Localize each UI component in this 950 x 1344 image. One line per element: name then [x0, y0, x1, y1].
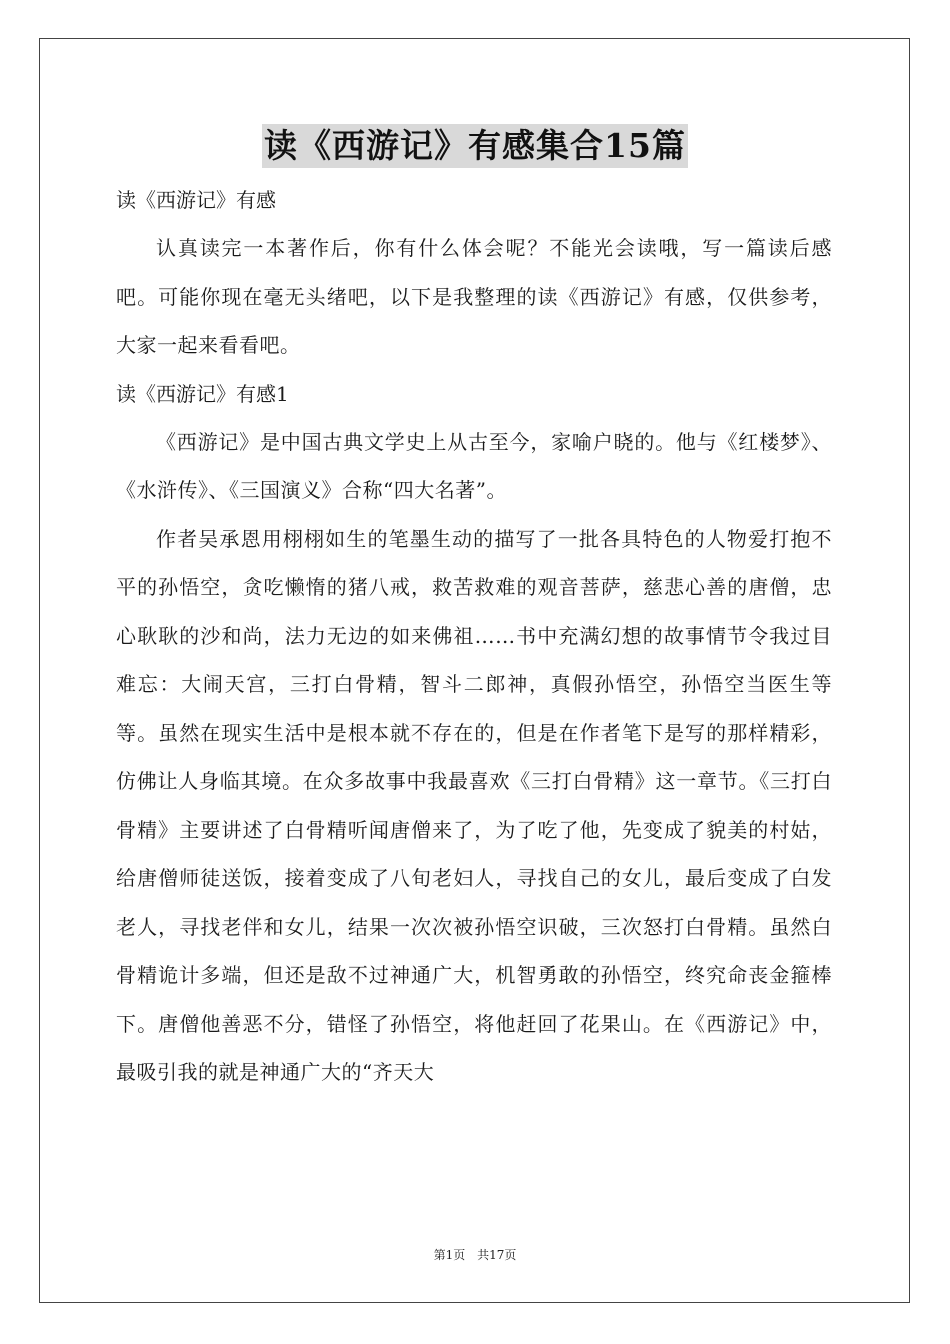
page-number-current: 第1页 — [433, 1248, 466, 1262]
document-title: 读《西游记》有感集合15篇 — [262, 124, 688, 168]
paragraph-1: 《西游记》是中国古典文学史上从古至今，家喻户晓的。他与《红楼梦》、《水浒传》、《三国演义》合称“四大名著”。 — [116, 429, 832, 502]
intro-paragraph: 认真读完一本著作后，你有什么体会呢？不能光会读哦，写一篇读后感吧。可能你现在毫无头绪吧，以下是我整理的读《西游记》有感，仅供参考，大家一起来看看吧。 — [116, 236, 832, 357]
section-heading-intro: 读《西游记》有感 — [116, 188, 276, 212]
paragraph-2: 作者吴承恩用栩栩如生的笔墨生动的描写了一批各具特色的人物爱打抱不平的孙悟空，贪吃懒惰的猪八戒，救苦救难的观音菩萨，慈悲心善的唐僧，忠心耿耿的沙和尚，法力无边的如来佛祖……书中充满幻想的故事情节令我过目难忘：大闹天宫，三打白骨精，智斗二郎神，真假孙悟空，孙悟空当医生等等。虽然在现实生活中是根本就不存在的，但是在作者笔下是写的那样精彩，仿佛让人身临其境。在众多故事中我最喜欢《三打白骨精》这一章节。《三打白骨精》主要讲述了白骨精听闻唐僧来了，为了吃了他，先变成了貌美的村姑，给唐僧师徒送饭，接着变成了八旬老妇人，寻找自己的女儿，最后变成了白发老人，寻找老伴和女儿，结果一次次被孙悟空识破，三次怒打白骨精。虽然白骨精诡计多端，但还是敌不过神通广大，机智勇敢的孙悟空，终究命丧金箍棒下。唐僧他善恶不分，错怪了孙悟空，将他赶回了花果山。在《西游记》中，最吸引我的就是神通广大的“齐天大 — [116, 526, 832, 1084]
page-number-total: 共17页 — [477, 1248, 517, 1262]
document-body — [116, 176, 832, 1097]
page-footer — [0, 1246, 950, 1263]
section-heading-1: 读《西游记》有感1 — [116, 381, 289, 406]
title-container — [0, 124, 950, 168]
